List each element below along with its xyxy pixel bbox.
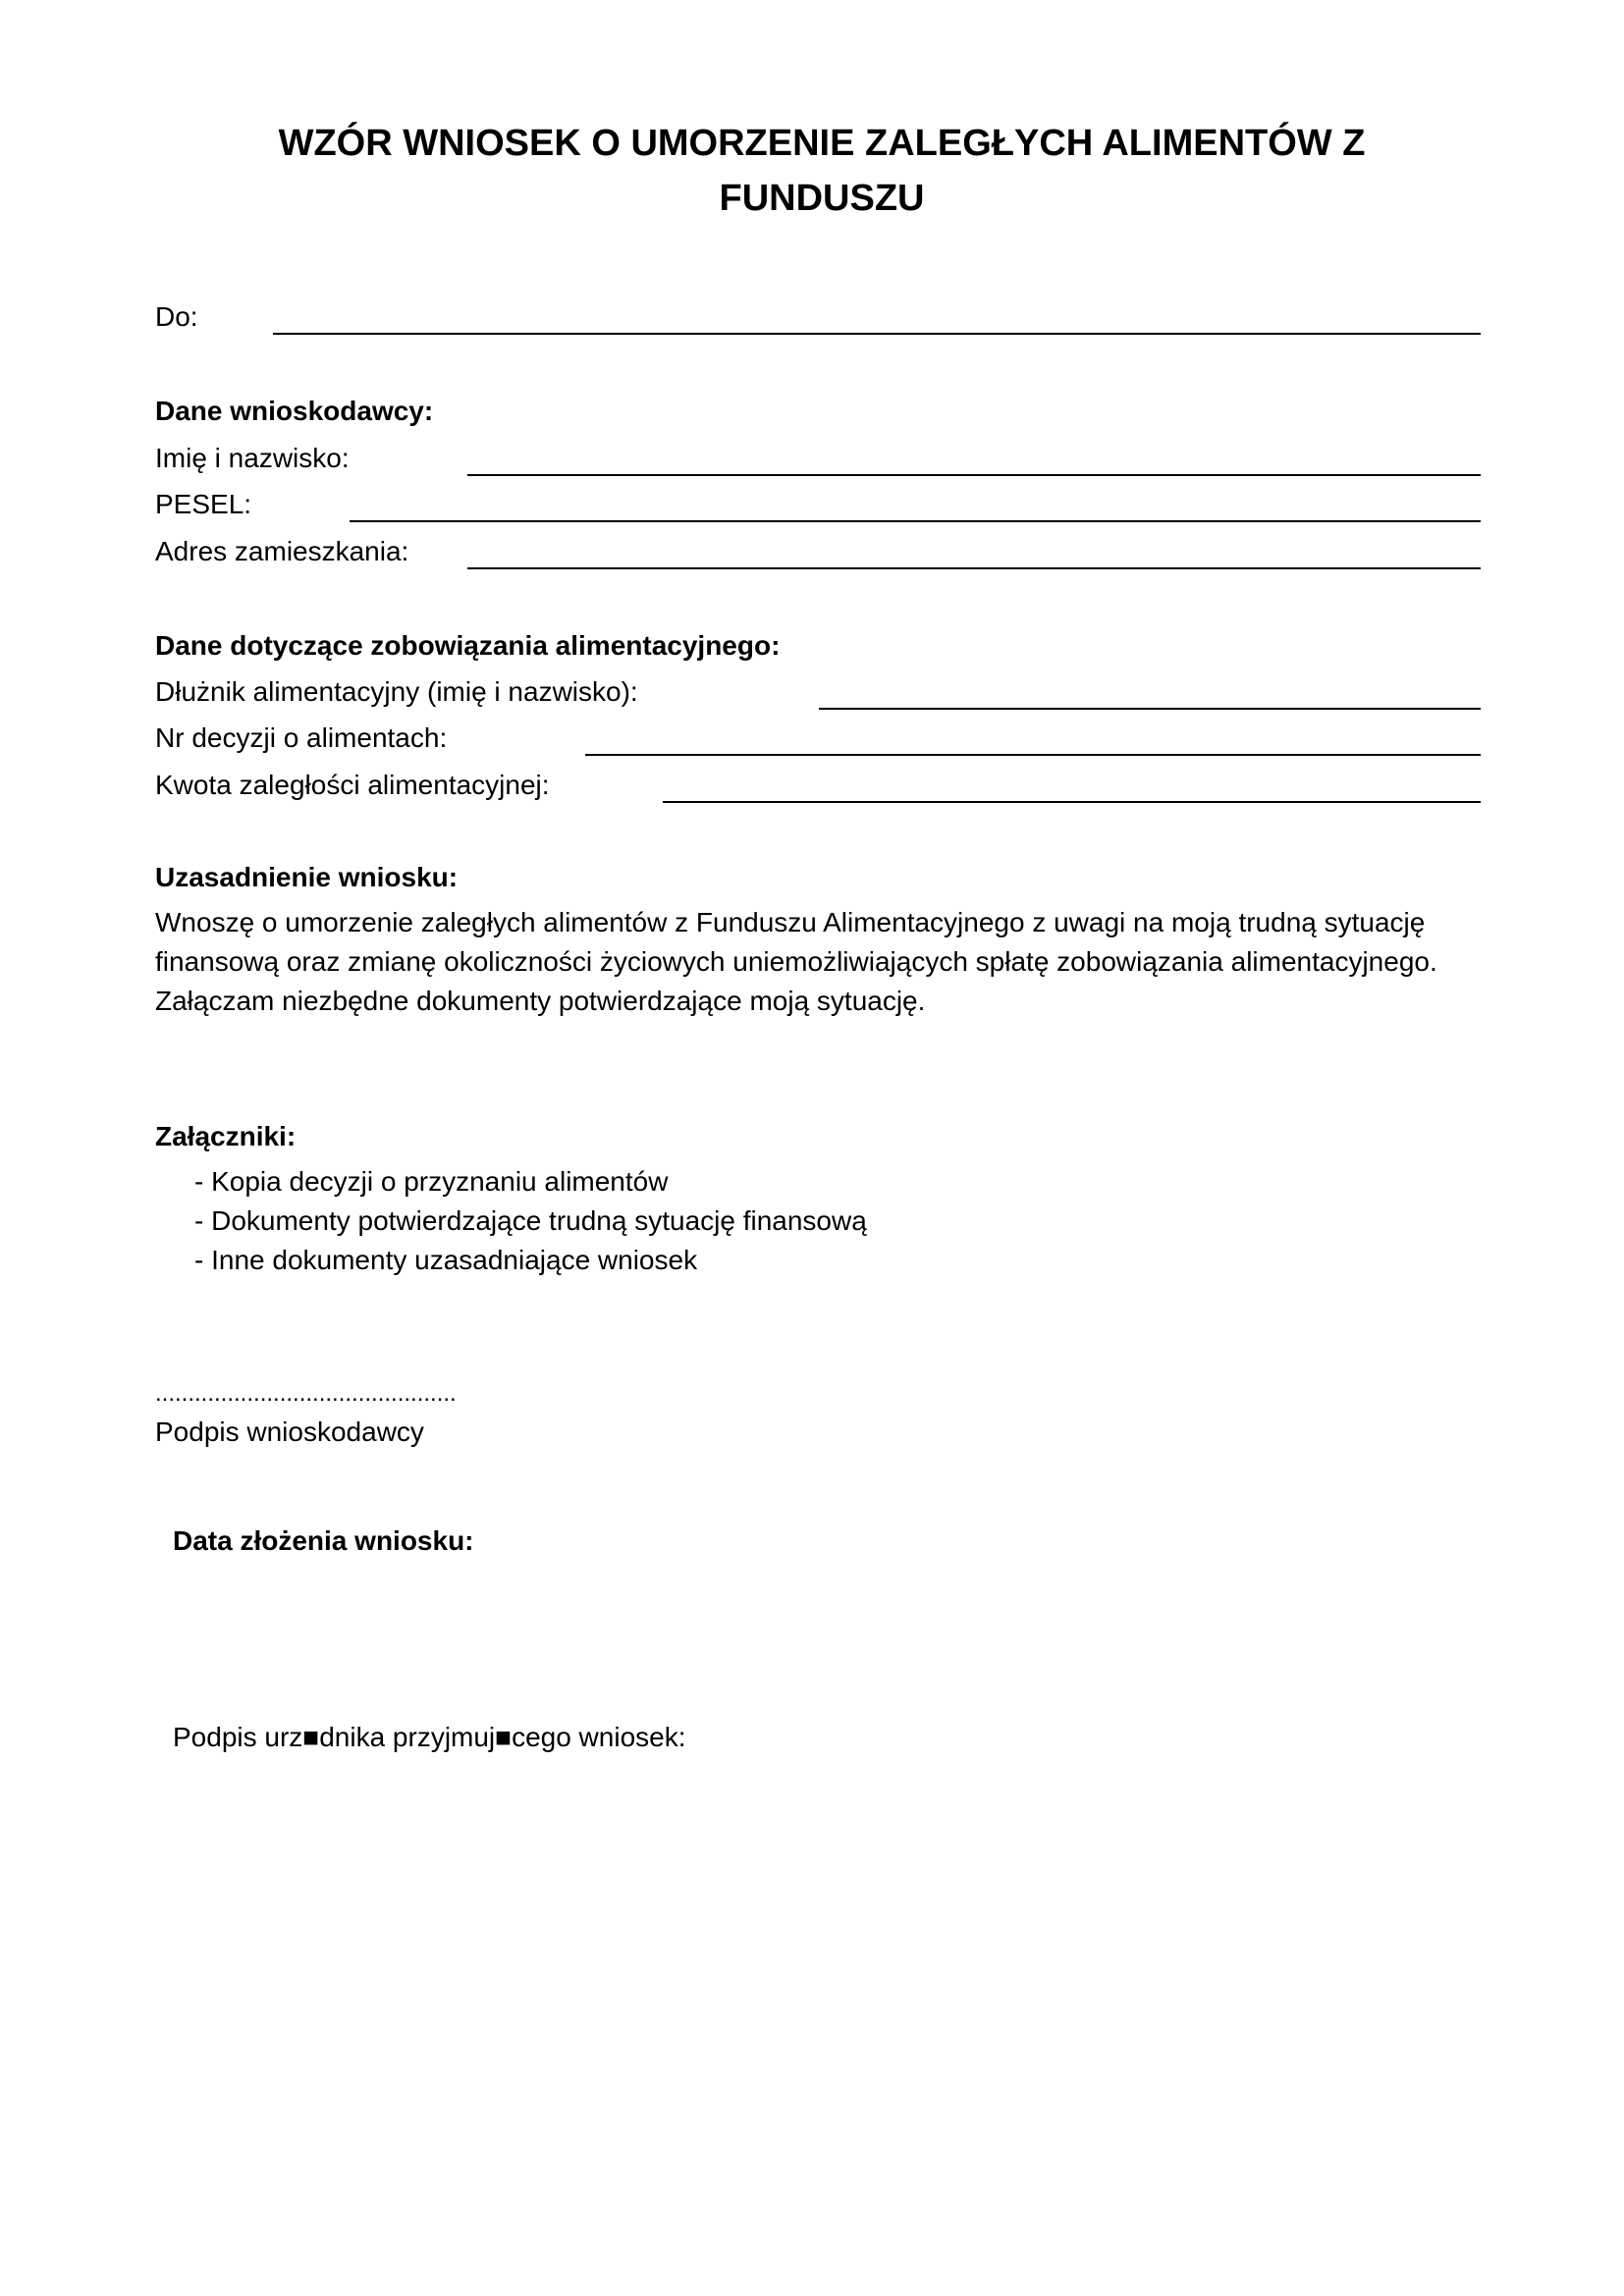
- applicant-heading: Dane wnioskodawcy:: [155, 396, 434, 426]
- attachments-heading: Załączniki:: [155, 1121, 297, 1151]
- pesel-label: PESEL:: [155, 489, 252, 519]
- justification-line: Załączam niezbędne dokumenty potwierdzające moją sytuację.: [155, 986, 926, 1016]
- submission-date-label: Data złożenia wniosku:: [173, 1525, 474, 1556]
- applicant-signature-label: Podpis wnioskodawcy: [155, 1416, 424, 1447]
- arrears-amount-field-line[interactable]: [663, 801, 1481, 803]
- attachment-item: - Kopia decyzji o przyznaniu alimentów: [194, 1166, 669, 1197]
- attachments-list: [194, 1162, 867, 1280]
- obligation-heading: Dane dotyczące zobowiązania alimentacyjnego:: [155, 630, 781, 661]
- attachment-item: - Inne dokumenty uzasadniające wniosek: [194, 1245, 698, 1275]
- name-field-line[interactable]: [467, 474, 1481, 476]
- debtor-field-line[interactable]: [819, 708, 1481, 710]
- to-label: Do:: [155, 301, 198, 332]
- justification-line: finansową oraz zmianę okoliczności życiowych uniemożliwiających spłatę zobowiązania alimentacyjnego.: [155, 946, 1437, 977]
- justification-text: [155, 903, 1500, 1021]
- debtor-label: Dłużnik alimentacyjny (imię i nazwisko):: [155, 676, 638, 707]
- clerk-signature-label: Podpis urz■dnika przyjmuj■cego wniosek:: [173, 1722, 686, 1752]
- decision-number-label: Nr decyzji o alimentach:: [155, 722, 448, 753]
- attachment-item: - Dokumenty potwierdzające trudną sytuację finansową: [194, 1205, 867, 1236]
- justification-heading: Uzasadnienie wniosku:: [155, 862, 459, 892]
- decision-number-field-line[interactable]: [585, 754, 1481, 756]
- to-field-line[interactable]: [273, 333, 1481, 335]
- address-field-line[interactable]: [467, 567, 1481, 569]
- justification-line: Wnoszę o umorzenie zaległych alimentów z Funduszu Alimentacyjnego z uwagi na moją trudną sytuację: [155, 907, 1426, 937]
- document-title: WZÓR WNIOSEK O UMORZENIE ZALEGŁYCH ALIMENTÓW Z FUNDUSZU: [278, 123, 1366, 219]
- arrears-amount-label: Kwota zaległości alimentacyjnej:: [155, 770, 550, 800]
- pesel-field-line[interactable]: [350, 520, 1481, 522]
- signature-dots[interactable]: ..............................................: [155, 1380, 457, 1407]
- name-label: Imię i nazwisko:: [155, 443, 350, 473]
- address-label: Adres zamieszkania:: [155, 536, 409, 566]
